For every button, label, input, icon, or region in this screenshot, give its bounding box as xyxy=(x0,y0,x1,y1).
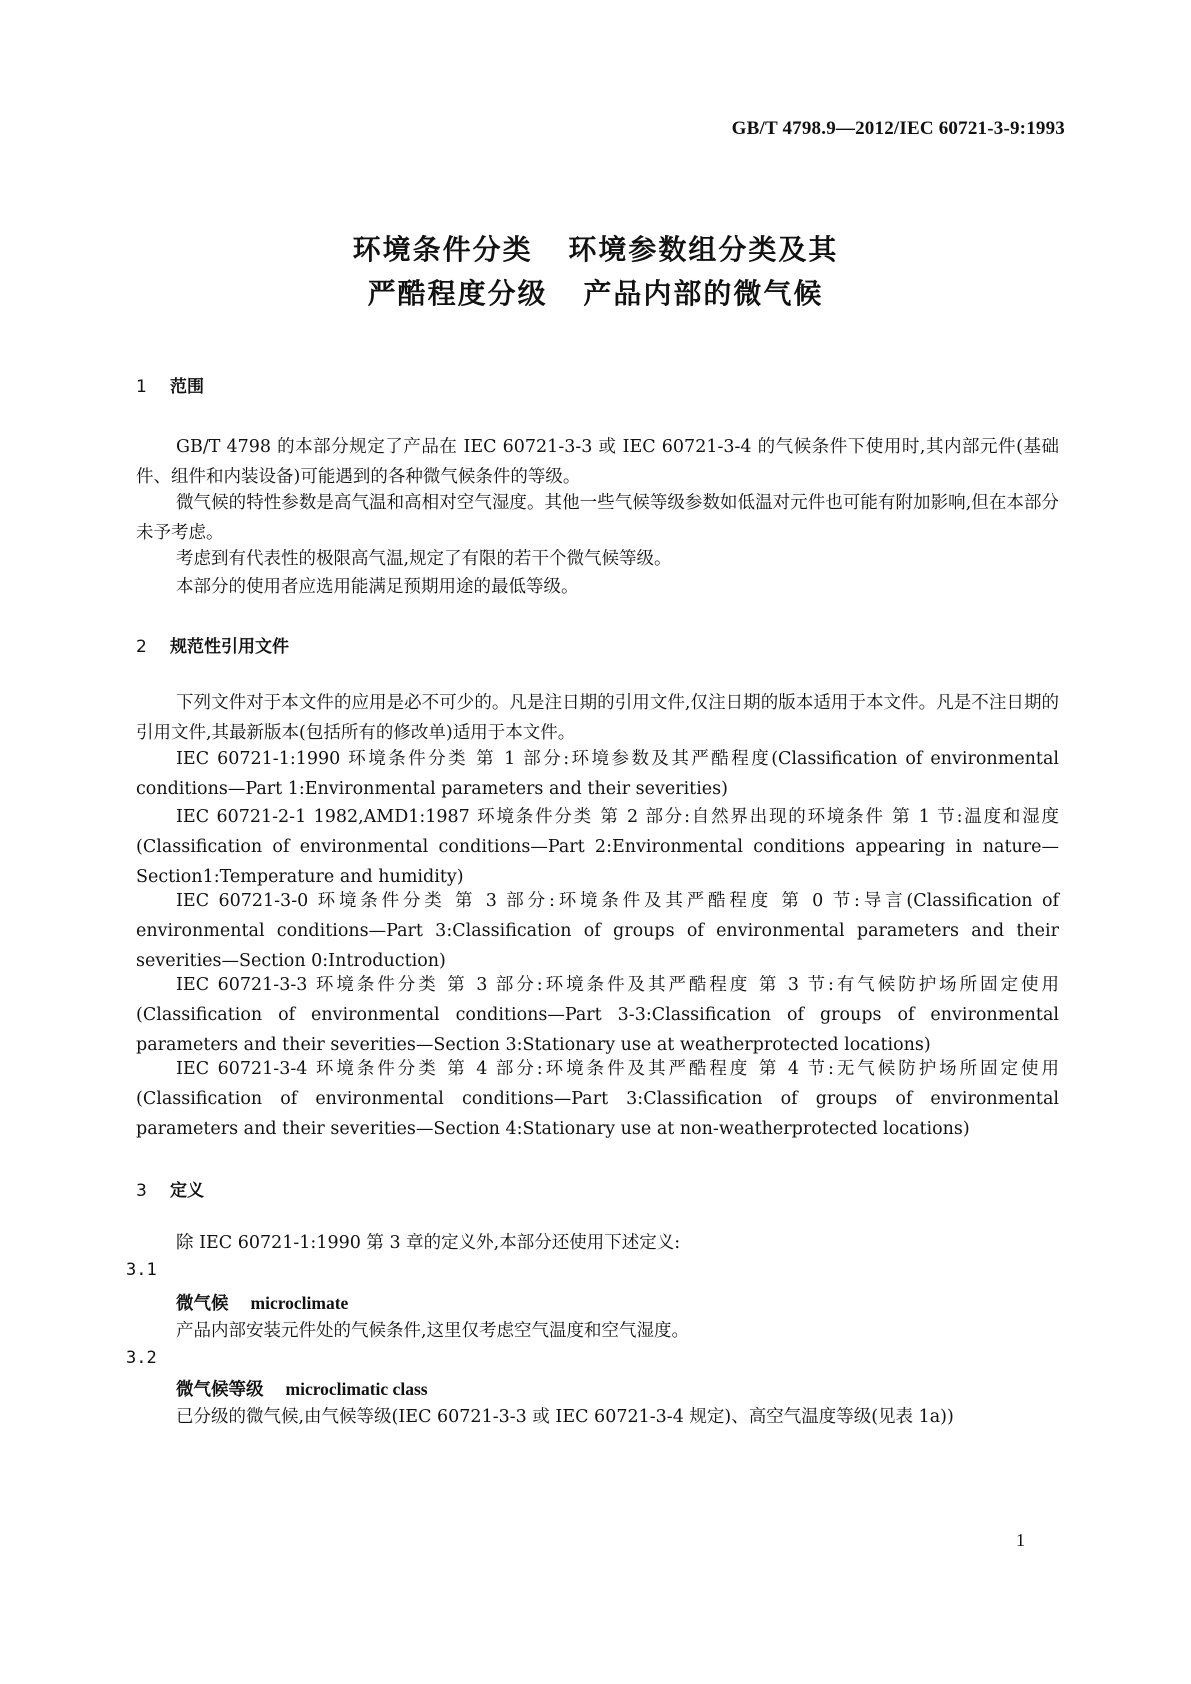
term-english: microclimate xyxy=(250,1293,349,1313)
definition-number: 3.2 xyxy=(126,1348,157,1368)
definition-term xyxy=(176,1376,428,1401)
section-3-heading xyxy=(136,1176,204,1201)
section-number: 3 xyxy=(136,1181,147,1201)
section-title: 定义 xyxy=(170,1181,204,1201)
term-chinese: 微气候等级 xyxy=(176,1380,264,1400)
reference-iec-60721-2-1: IEC 60721-2-1 1982,AMD1:1987 环境条件分类 第 2 部分:自然界出现的环境条件 第 1 节:温度和湿度(Classification of environmental conditions—Part 2:Environmental conditions appearing in nature—Section1:Temperature and humidity) xyxy=(136,807,1059,887)
document-title-line-1: 环境条件分类 环境参数组分类及其 xyxy=(352,233,839,266)
reference-iec-60721-3-3: IEC 60721-3-3 环境条件分类 第 3 部分:环境条件及其严酷程度 第 3 节:有气候防护场所固定使用(Classification of environmental conditions—Part 3-3:Classification of groups of environmental parameters and their severities—Section 3:Stationary use at weatherprotected locations) xyxy=(136,975,1059,1055)
section-2-heading xyxy=(136,632,289,657)
section-2-paragraph-1: 下列文件对于本文件的应用是必不可少的。凡是注日期的引用文件,仅注日期的版本适用于本文件。凡是不注日期的引用文件,其最新版本(包括所有的修改单)适用于本文件。 xyxy=(136,693,1059,743)
section-1-heading xyxy=(136,372,204,397)
section-3-intro: 除 IEC 60721-1:1990 第 3 章的定义外,本部分还使用下述定义: xyxy=(176,1233,681,1253)
definition-text: 产品内部安装元件处的气候条件,这里仅考虑空气温度和空气湿度。 xyxy=(176,1321,690,1341)
definition-text: 已分级的微气候,由气候等级(IEC 60721-3-3 或 IEC 60721-3-4 规定)、高空气温度等级(见表 1a)) xyxy=(176,1407,954,1427)
section-title: 规范性引用文件 xyxy=(170,637,289,657)
definition-number: 3.1 xyxy=(126,1260,157,1280)
reference-iec-60721-3-4: IEC 60721-3-4 环境条件分类 第 4 部分:环境条件及其严酷程度 第 4 节:无气候防护场所固定使用(Classification of environmental conditions—Part 3:Classification of groups of environmental parameters and their severities—Section 4:Stationary use at non-weatherprotected locations) xyxy=(136,1059,1059,1139)
section-1-paragraph-2: 微气候的特性参数是高气温和高相对空气湿度。其他一些气候等级参数如低温对元件也可能有附加影响,但在本部分未予考虑。 xyxy=(136,493,1059,543)
definition-term xyxy=(176,1290,348,1315)
standard-code: GB/T 4798.9—2012/IEC 60721-3-9:1993 xyxy=(731,118,1065,139)
term-english: microclimatic class xyxy=(285,1379,428,1399)
reference-iec-60721-1: IEC 60721-1:1990 环境条件分类 第 1 部分:环境参数及其严酷程度(Classification of environmental conditions—Part 1:Environmental parameters and their severities) xyxy=(136,749,1059,799)
page-number: 1 xyxy=(1016,1530,1025,1550)
section-title: 范围 xyxy=(170,377,204,397)
section-number: 1 xyxy=(136,377,147,397)
section-1-paragraph-3: 考虑到有代表性的极限高气温,规定了有限的若干个微气候等级。 xyxy=(176,549,672,569)
section-number: 2 xyxy=(136,637,147,657)
section-1-paragraph-4: 本部分的使用者应选用能满足预期用途的最低等级。 xyxy=(176,577,579,597)
document-title-line-2: 严酷程度分级 产品内部的微气候 xyxy=(367,277,824,310)
section-1-paragraph-1: GB/T 4798 的本部分规定了产品在 IEC 60721-3-3 或 IEC 60721-3-4 的气候条件下使用时,其内部元件(基础件、组件和内装设备)可能遇到的各种微气候条件的等级。 xyxy=(136,437,1059,487)
reference-iec-60721-3-0: IEC 60721-3-0 环境条件分类 第 3 部分:环境条件及其严酷程度 第 0 节:导言(Classification of environmental conditions—Part 3:Classification of groups of environmental parameters and their severities—Section 0:Introduction) xyxy=(136,891,1059,971)
term-chinese: 微气候 xyxy=(176,1294,229,1314)
